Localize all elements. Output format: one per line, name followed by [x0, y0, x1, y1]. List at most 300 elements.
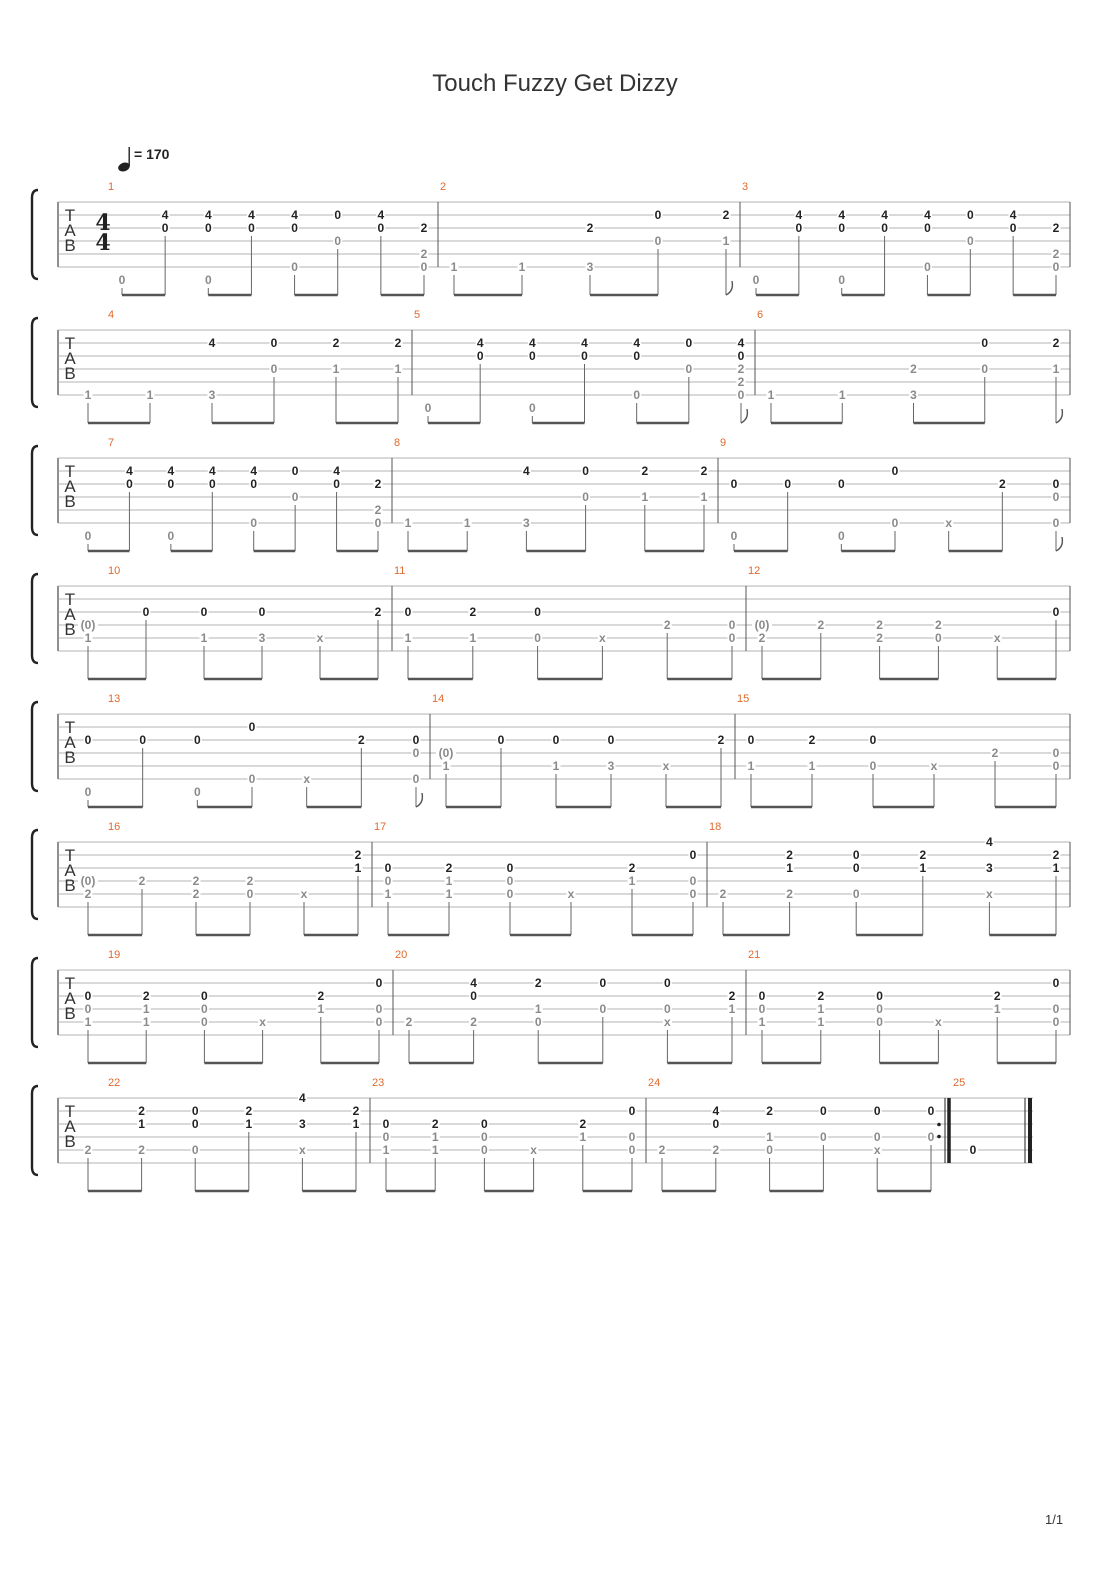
fret-number: 4: [250, 464, 258, 478]
fret-number: x: [299, 1143, 306, 1157]
fret-number: 0: [208, 477, 216, 491]
fret-number: 0: [334, 234, 342, 248]
fret-number: 1: [404, 631, 412, 645]
tab-system: [32, 949, 1070, 1063]
page-number: 1/1: [1045, 1512, 1064, 1527]
tab-clef-letter: B: [64, 492, 76, 511]
fret-number: 0: [528, 401, 536, 415]
fret-number: 4: [633, 336, 641, 350]
measure-number: 15: [737, 693, 750, 705]
fret-number: 1: [579, 1130, 587, 1144]
fret-number: 0: [654, 208, 662, 222]
fret-number: 4: [795, 208, 803, 222]
fret-number: 2: [993, 989, 1001, 1003]
fret-number: 0: [333, 477, 340, 491]
fret-number: 2: [1052, 247, 1060, 261]
fret-number: 0: [1052, 490, 1060, 504]
fret-number: 0: [481, 1130, 488, 1144]
fret-number: 0: [552, 733, 560, 747]
measure-number: 20: [395, 949, 408, 961]
eighth-flag: [416, 793, 422, 807]
fret-number: 0: [534, 1015, 542, 1029]
fret-number: 1: [352, 1117, 360, 1131]
fret-number: 2: [470, 1015, 477, 1029]
fret-number: 1: [84, 631, 92, 645]
time-signature-denominator: 4: [95, 230, 111, 256]
fret-number: 0: [191, 1104, 199, 1118]
fret-number: 2: [374, 477, 382, 491]
tab-clef-letter: A: [64, 1117, 76, 1136]
measure-number: 23: [372, 1077, 385, 1089]
tab-clef-letter: T: [64, 718, 76, 737]
fret-number: 4: [333, 464, 340, 478]
fret-number: (0): [754, 618, 770, 632]
tab-system: [32, 309, 1070, 423]
fret-number: 0: [528, 349, 536, 363]
fret-number: 2: [192, 874, 200, 888]
measure-number: 22: [108, 1077, 121, 1089]
fret-number: 2: [658, 1143, 666, 1157]
fret-number: 1: [767, 388, 775, 402]
fret-number: 1: [747, 759, 755, 773]
fret-number: 0: [270, 362, 278, 376]
fret-number: x: [530, 1143, 537, 1157]
fret-number: 0: [470, 989, 477, 1003]
fret-number: 2: [431, 1117, 439, 1131]
tab-clef-letter: A: [64, 477, 76, 496]
fret-number: 4: [712, 1104, 720, 1118]
fret-number: 4: [1009, 208, 1017, 222]
repeat-dot: [937, 1123, 941, 1127]
fret-number: 1: [786, 861, 793, 875]
fret-number: 0: [191, 1143, 199, 1157]
fret-number: 0: [1009, 221, 1017, 235]
fret-number: x: [945, 516, 953, 530]
tab-clef-letter: A: [64, 349, 76, 368]
fret-number: 4: [523, 464, 530, 478]
fret-number: 0: [852, 887, 860, 901]
eighth-flag: [726, 281, 732, 295]
fret-number: 2: [712, 1143, 720, 1157]
measure-number: 13: [108, 693, 121, 705]
fret-number: 0: [375, 1002, 383, 1016]
fret-number: 0: [876, 1015, 883, 1029]
fret-number: 4: [377, 208, 385, 222]
fret-number: 1: [534, 1002, 542, 1016]
fret-number: 2: [641, 464, 649, 478]
fret-number: 2: [876, 618, 883, 632]
fret-number: 0: [582, 464, 589, 478]
fret-number: 0: [838, 221, 846, 235]
tab-clef-letter: T: [64, 206, 76, 225]
fret-number: 0: [752, 273, 760, 287]
fret-number: 4: [208, 336, 216, 350]
fret-number: 3: [910, 388, 917, 402]
fret-number: 1: [469, 631, 477, 645]
fret-number: 2: [138, 874, 146, 888]
fret-number: 1: [808, 759, 816, 773]
fret-number: 0: [291, 464, 299, 478]
fret-number: 2: [998, 477, 1006, 491]
measure-number: 9: [720, 437, 727, 449]
fret-number: 0: [747, 733, 755, 747]
fret-number: x: [664, 1015, 671, 1029]
fret-number: 1: [200, 631, 208, 645]
fret-number: 0: [258, 605, 266, 619]
fret-number: (0): [80, 874, 96, 888]
fret-number: 0: [374, 516, 382, 530]
fret-number: 2: [142, 989, 150, 1003]
fret-number: 0: [1052, 1002, 1060, 1016]
fret-number: 2: [817, 989, 825, 1003]
fret-number: 0: [126, 477, 133, 491]
tab-clef-letter: T: [64, 846, 76, 865]
fret-number: 2: [808, 733, 816, 747]
fret-number: 0: [118, 273, 126, 287]
tab-clef-letter: B: [64, 876, 76, 895]
fret-number: 1: [463, 516, 471, 530]
fret-number: 0: [534, 631, 541, 645]
fret-number: 1: [700, 490, 708, 504]
measure-number: 10: [108, 565, 121, 577]
tab-clef-letter: B: [64, 1132, 76, 1151]
fret-number: 2: [586, 221, 594, 235]
fret-number: 2: [84, 1143, 92, 1157]
fret-number: 1: [404, 516, 412, 530]
fret-number: 2: [766, 1104, 773, 1118]
fret-number: 0: [869, 733, 877, 747]
fret-number: 0: [161, 221, 169, 235]
fret-number: 1: [354, 861, 362, 875]
fret-number: 0: [607, 733, 615, 747]
fret-number: 1: [993, 1002, 1001, 1016]
fret-number: 1: [445, 887, 453, 901]
fret-number: (0): [80, 618, 96, 632]
fret-number: 2: [663, 618, 671, 632]
fret-number: 0: [1052, 477, 1060, 491]
fret-number: 2: [420, 221, 428, 235]
fret-number: 0: [382, 1130, 390, 1144]
fret-number: 2: [374, 605, 382, 619]
fret-number: 0: [628, 1130, 636, 1144]
system-bracket: [32, 830, 38, 919]
measure-number: 3: [742, 181, 749, 193]
tab-clef-letter: B: [64, 1004, 76, 1023]
fret-number: 0: [1052, 976, 1060, 990]
fret-number: 0: [193, 785, 201, 799]
tab-system: [32, 1077, 1033, 1191]
fret-number: 0: [204, 221, 212, 235]
fret-number: 2: [737, 362, 745, 376]
fret-number: 0: [1052, 1015, 1060, 1029]
fret-number: 3: [523, 516, 530, 530]
fret-number: 4: [299, 1091, 306, 1105]
fret-number: 1: [384, 887, 392, 901]
tab-clef-letter: T: [64, 974, 76, 993]
fret-number: 4: [476, 336, 484, 350]
fret-number: 2: [352, 1104, 360, 1118]
fret-number: 0: [506, 874, 514, 888]
fret-number: 0: [84, 733, 92, 747]
fret-number: x: [300, 887, 308, 901]
fret-number: 2: [722, 208, 730, 222]
fret-number: 2: [719, 887, 727, 901]
fret-number: 1: [1052, 362, 1060, 376]
fret-number: 2: [84, 887, 92, 901]
fret-number: x: [986, 887, 993, 901]
fret-number: 0: [84, 785, 92, 799]
fret-number: 0: [664, 1002, 671, 1016]
tab-system: [32, 181, 1070, 295]
fret-number: 0: [201, 1002, 208, 1016]
fret-number: x: [930, 759, 938, 773]
fret-number: 1: [758, 1015, 766, 1029]
fret-number: 3: [986, 861, 993, 875]
fret-number: 2: [628, 861, 636, 875]
fret-number: 0: [852, 861, 860, 875]
fret-number: 1: [838, 388, 846, 402]
tab-system: [32, 693, 1070, 807]
fret-number: 1: [382, 1143, 390, 1157]
fret-number: 0: [654, 234, 662, 248]
fret-number: 0: [384, 861, 392, 875]
fret-number: 0: [924, 260, 931, 274]
eighth-flag: [1056, 537, 1062, 551]
fret-number: 0: [728, 631, 736, 645]
fret-number: 0: [881, 221, 888, 235]
system-bracket: [32, 446, 38, 535]
fret-number: 0: [891, 516, 899, 530]
measure-number: 4: [108, 309, 115, 321]
fret-number: 0: [837, 529, 845, 543]
fret-number: 0: [981, 362, 989, 376]
fret-number: 0: [200, 605, 208, 619]
fret-number: 0: [412, 772, 420, 786]
fret-number: 2: [919, 848, 927, 862]
fret-number: 2: [420, 247, 428, 261]
fret-number: 0: [685, 336, 693, 350]
fret-number: 4: [528, 336, 536, 350]
fret-number: 0: [167, 477, 175, 491]
fret-number: 0: [506, 887, 514, 901]
tab-clef-letter: B: [64, 364, 76, 383]
fret-number: 0: [869, 759, 877, 773]
fret-number: 2: [138, 1104, 145, 1118]
fret-number: 1: [317, 1002, 325, 1016]
eighth-flag: [741, 409, 747, 423]
fret-number: 1: [332, 362, 340, 376]
fret-number: 0: [873, 1104, 881, 1118]
fret-number: 0: [730, 477, 738, 491]
tab-clef-letter: A: [64, 861, 76, 880]
fret-number: 0: [838, 273, 846, 287]
fret-number: 0: [852, 848, 860, 862]
fret-number: 0: [633, 388, 641, 402]
fret-number: 2: [394, 336, 402, 350]
fret-number: 1: [146, 388, 154, 402]
measure-number: 25: [953, 1077, 966, 1089]
measure-number: 17: [374, 821, 387, 833]
system-bracket: [32, 574, 38, 663]
fret-number: 0: [382, 1117, 390, 1131]
fret-number: x: [567, 887, 575, 901]
repeat-dot: [937, 1135, 941, 1139]
fret-number: 0: [581, 349, 588, 363]
fret-number: 2: [245, 1104, 253, 1118]
fret-number: x: [993, 631, 1001, 645]
fret-number: x: [662, 759, 670, 773]
fret-number: 3: [299, 1117, 306, 1131]
fret-number: 0: [1052, 605, 1060, 619]
fret-number: 0: [481, 1143, 488, 1157]
fret-number: 4: [167, 464, 175, 478]
fret-number: 0: [246, 887, 254, 901]
fret-number: 4: [881, 208, 888, 222]
fret-number: 0: [820, 1130, 827, 1144]
fret-number: 0: [204, 273, 212, 287]
tab-clef-letter: A: [64, 989, 76, 1008]
fret-number: 0: [924, 221, 931, 235]
fret-number: 1: [641, 490, 649, 504]
fret-number: 0: [1052, 759, 1060, 773]
fret-number: 4: [838, 208, 846, 222]
fret-number: 4: [126, 464, 133, 478]
tab-clef-letter: A: [64, 221, 76, 240]
fret-number: 0: [628, 1104, 636, 1118]
fret-number: x: [873, 1143, 881, 1157]
fret-number: 0: [966, 208, 974, 222]
tab-clef-letter: T: [64, 334, 76, 353]
fret-number: 4: [924, 208, 931, 222]
fret-number: 0: [84, 529, 92, 543]
measure-number: 21: [748, 949, 761, 961]
fret-number: 0: [248, 720, 256, 734]
fret-number: 0: [291, 221, 298, 235]
fret-number: 0: [981, 336, 989, 350]
fret-number: 0: [712, 1117, 720, 1131]
measure-number: 12: [748, 565, 761, 577]
fret-number: 0: [248, 221, 255, 235]
fret-number: 4: [986, 835, 993, 849]
fret-number: 2: [138, 1143, 145, 1157]
fret-number: (0): [438, 746, 454, 760]
system-bracket: [32, 318, 38, 407]
fret-number: 0: [599, 976, 607, 990]
fret-number: 1: [138, 1117, 145, 1131]
fret-number: 1: [84, 1015, 92, 1029]
fret-number: 2: [876, 631, 883, 645]
tab-clef-letter: B: [64, 620, 76, 639]
fret-number: 0: [375, 1015, 383, 1029]
fret-number: x: [316, 631, 324, 645]
fret-number: 0: [1052, 516, 1060, 530]
fret-number: 1: [518, 260, 526, 274]
fret-number: x: [599, 631, 606, 645]
fret-number: 1: [142, 1015, 150, 1029]
system-bracket: [32, 702, 38, 791]
system-bracket: [32, 190, 38, 279]
fret-number: 0: [84, 1002, 92, 1016]
tab-system: [32, 437, 1070, 551]
fret-number: 0: [685, 362, 693, 376]
fret-number: 2: [332, 336, 340, 350]
fret-number: 0: [377, 221, 385, 235]
tab-clef-letter: B: [64, 748, 76, 767]
fret-number: 4: [208, 464, 216, 478]
fret-number: 2: [1052, 336, 1060, 350]
tab-clef-letter: B: [64, 236, 76, 255]
fret-number: 2: [758, 631, 766, 645]
fret-number: x: [259, 1015, 266, 1029]
fret-number: 2: [445, 861, 453, 875]
fret-number: 0: [250, 516, 258, 530]
fret-number: 2: [910, 362, 917, 376]
fret-number: 1: [445, 874, 453, 888]
fret-number: 0: [664, 976, 671, 990]
fret-number: 0: [476, 349, 484, 363]
fret-number: 2: [1052, 848, 1060, 862]
fret-number: 1: [722, 234, 730, 248]
fret-number: 2: [534, 976, 542, 990]
fret-number: 0: [201, 989, 208, 1003]
fret-number: 0: [424, 401, 432, 415]
fret-number: 0: [784, 477, 792, 491]
fret-number: 4: [291, 208, 298, 222]
fret-number: 0: [375, 976, 383, 990]
fret-number: 0: [795, 221, 803, 235]
fret-number: 0: [758, 1002, 766, 1016]
tab-clef-letter: A: [64, 733, 76, 752]
fret-number: 2: [192, 887, 200, 901]
fret-number: 0: [728, 618, 736, 632]
measure-number: 2: [440, 181, 447, 193]
fret-number: 2: [700, 464, 708, 478]
fret-number: 0: [599, 1002, 607, 1016]
measure-number: 6: [757, 309, 764, 321]
fret-number: 3: [607, 759, 615, 773]
fret-number: 0: [404, 605, 412, 619]
fret-number: 0: [633, 349, 641, 363]
measure-number: 16: [108, 821, 121, 833]
fret-number: 0: [334, 208, 342, 222]
fret-number: 3: [586, 260, 594, 274]
fret-number: x: [935, 1015, 942, 1029]
fret-number: 0: [481, 1117, 488, 1131]
measure-number: 1: [108, 181, 115, 193]
fret-number: 0: [248, 772, 256, 786]
fret-number: 0: [193, 733, 201, 747]
song-title: Touch Fuzzy Get Dizzy: [432, 70, 678, 97]
fret-number: 2: [357, 733, 365, 747]
fret-number: 0: [291, 490, 299, 504]
fret-number: 0: [412, 746, 420, 760]
fret-number: 1: [431, 1130, 439, 1144]
fret-number: 4: [248, 208, 255, 222]
fret-number: 4: [161, 208, 169, 222]
fret-number: 0: [873, 1130, 881, 1144]
fret-number: 0: [758, 989, 766, 1003]
time-signature-numerator: 4: [95, 210, 111, 236]
fret-number: 0: [891, 464, 899, 478]
fret-number: 2: [786, 848, 793, 862]
tab-clef-letter: T: [64, 1102, 76, 1121]
measure-number: 14: [432, 693, 445, 705]
fret-number: 0: [876, 989, 883, 1003]
fret-number: 1: [628, 874, 636, 888]
fret-number: 0: [820, 1104, 827, 1118]
fret-number: 1: [84, 388, 92, 402]
system-bracket: [32, 958, 38, 1047]
